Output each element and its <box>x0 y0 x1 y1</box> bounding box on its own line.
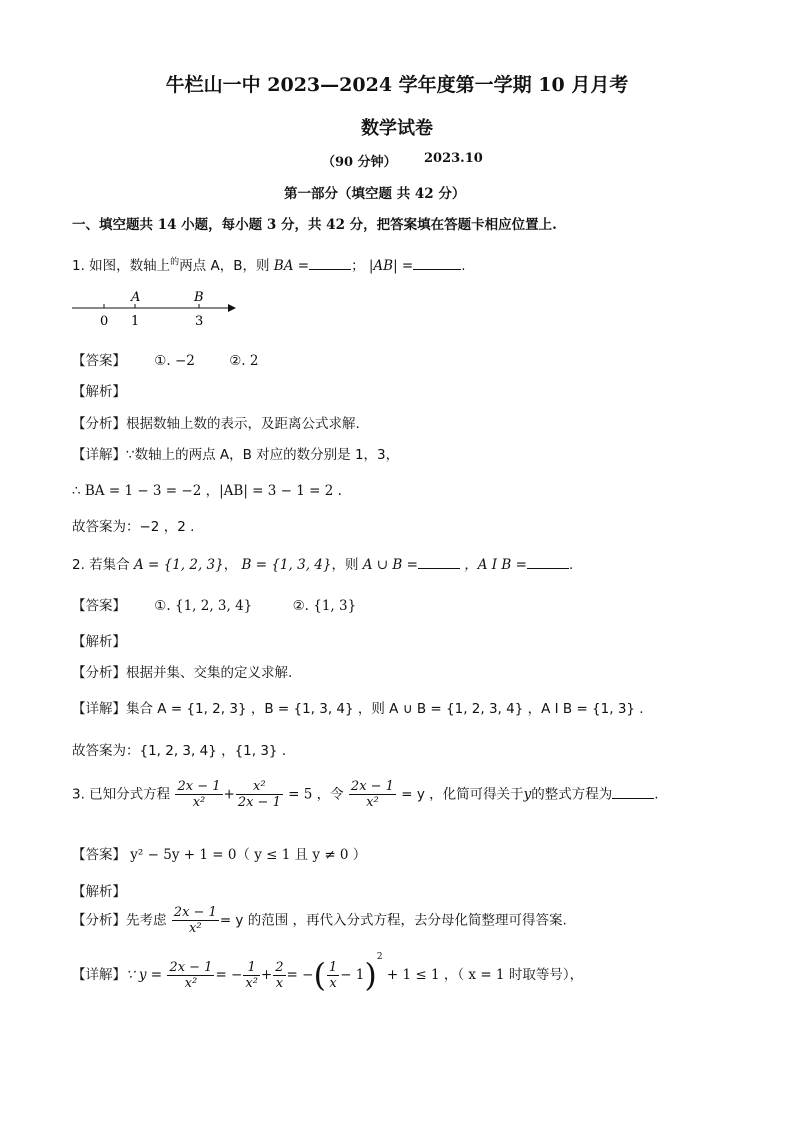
q3-d-minus1: − 1 <box>340 967 365 983</box>
q3-f3-num: 2x − 1 <box>350 779 394 794</box>
q3-plus: + <box>223 786 235 803</box>
q3-fenxi-label: 【分析】 <box>72 912 126 929</box>
q1-answer-2: ②. 2 <box>229 353 259 369</box>
q3-fraction-2 <box>236 779 283 810</box>
q2-analysis-label: 【解析】 <box>72 634 126 650</box>
q2-fenxi-label: 【分析】 <box>72 665 126 681</box>
q3-fraction-1 <box>175 779 222 810</box>
axis-tick-3: 3 <box>195 314 204 329</box>
q3-answer: y² − 5y + 1 = 0（ y ≤ 1 且 y ≠ 0 ） <box>130 847 367 863</box>
q1-blank-1[interactable] <box>309 257 351 270</box>
q3-d-tail: + 1 ≤ 1 ，（ x = 1 时取等号）， <box>386 967 584 983</box>
q3-detail <box>72 952 584 994</box>
q3-analysis-label: 【解析】 <box>72 884 126 900</box>
q1-text: 两点 A，B，则 <box>179 258 270 274</box>
q3-f2-den: 2x − 1 <box>237 795 281 810</box>
q3-right-paren: ) <box>364 956 377 994</box>
q3-eqy: = y ，化简可得关于 <box>401 786 524 803</box>
q3-d-eq2: = − <box>286 967 314 983</box>
q3-y: y <box>523 786 532 803</box>
q1-end: . <box>461 258 466 274</box>
q1-answer-label: 【答案】 <box>72 353 126 369</box>
q2-answer-2: ②. {1, 3} <box>292 598 357 614</box>
exam-date: 2023.10 <box>424 151 483 166</box>
q1-fenxi <box>72 412 360 432</box>
q3-detail-label: 【详解】 <box>72 967 126 983</box>
q2-blank-1[interactable] <box>418 556 460 569</box>
q3-fenxi-num: 2x − 1 <box>173 905 217 920</box>
q2-final: 故答案为：{1, 2, 3, 4} ，{1, 3} . <box>72 743 287 759</box>
exam-time: （90 分钟） <box>322 155 397 170</box>
q3-f1-den: x² <box>192 795 206 810</box>
axis-tick-0: 0 <box>100 314 109 329</box>
q2-detail-text: 集合 A = {1, 2, 3} ，B = {1, 3, 4} ，则 A ∪ B = {1, 2, 3, 4} ，A I B = {1, 3} . <box>126 701 644 717</box>
exam-title: 牛栏山一中 2023—2024 学年度第一学期 10 月月考 <box>165 74 629 96</box>
q1-expr-ba: BA = <box>273 258 310 274</box>
q3-d-f2-den: x² <box>245 975 258 991</box>
q2-set-b: B = {1, 3, 4} <box>241 557 332 573</box>
q2-text: ，则 <box>331 557 359 573</box>
q1-detail-label: 【详解】 <box>72 447 126 463</box>
q3-d-eq: = − <box>215 967 243 983</box>
q3-fenxi-pre: 先考虑 <box>126 912 167 929</box>
q3-detail-fraction-3 <box>273 960 285 991</box>
part-heading: 第一部分（填空题 共 42 分） <box>284 186 466 202</box>
q3-left-paren: ( <box>313 956 326 994</box>
q3-d-f4-den: x <box>329 975 337 991</box>
q3-detail-fraction-1 <box>167 960 214 991</box>
question-2 <box>72 553 573 573</box>
q3-detail-fraction-4 <box>327 960 339 991</box>
q3-d-f1-num: 2x − 1 <box>169 959 213 975</box>
q1-detail-text: ∵数轴上的两点 A，B 对应的数分别是 1，3， <box>126 447 400 463</box>
question-3 <box>72 779 659 810</box>
question-1 <box>72 254 466 274</box>
q3-d-f3-den: x <box>275 975 284 991</box>
q3-detail-pre: ∵ y = <box>126 967 163 983</box>
number-line-figure <box>68 284 248 330</box>
section-heading: 一、填空题共 14 小题，每小题 3 分，共 42 分，把答案填在答题卡相应位置上. <box>72 217 557 233</box>
q3-text2: 的整式方程为 <box>531 786 613 803</box>
q2-prefix: 2. 若集合 <box>72 557 130 573</box>
q1-calc: ∴ BA = 1 − 3 = −2 ，|AB| = 3 − 1 = 2 . <box>72 483 342 499</box>
q2-detail <box>72 697 644 717</box>
q1-answer-1: ①. −2 <box>154 353 195 369</box>
q1-blank-2[interactable] <box>413 257 461 270</box>
axis-label-B: B <box>194 290 204 305</box>
q2-detail-label: 【详解】 <box>72 701 126 717</box>
axis-label-A: A <box>131 290 141 305</box>
q2-intersection: ，A I B = <box>464 557 527 573</box>
q3-fenxi-fraction <box>172 905 219 936</box>
q3-fenxi-post: = y 的范围 ，再代入分式方程，去分母化简整理可得答案. <box>219 912 567 929</box>
q1-sep: ； <box>351 258 365 274</box>
q3-prefix: 3. 已知分式方程 <box>72 786 171 803</box>
q3-eq5: = 5 ，令 <box>288 786 344 803</box>
q1-prefix: 1. 如图，数轴上 <box>72 258 171 274</box>
q1-analysis-label: 【解析】 <box>72 384 126 400</box>
q3-d-f3-num: 2 <box>275 959 284 975</box>
q1-detail <box>72 443 399 463</box>
q2-fenxi <box>72 661 292 681</box>
q3-answer-label: 【答案】 <box>72 847 126 863</box>
q2-union: A ∪ B = <box>362 557 418 573</box>
q3-fenxi <box>72 905 567 936</box>
q2-answer-row <box>72 594 356 614</box>
q3-blank[interactable] <box>612 786 654 799</box>
q1-answer-row <box>72 349 258 369</box>
axis-tick-1: 1 <box>131 314 140 329</box>
q2-fenxi-text: 根据并集、交集的定义求解. <box>126 665 293 681</box>
q3-fenxi-den: x² <box>189 921 202 936</box>
q3-fraction-3 <box>349 779 396 810</box>
q2-answer-label: 【答案】 <box>72 598 126 614</box>
q3-end: . <box>654 786 659 803</box>
q3-detail-fraction-2 <box>243 960 260 991</box>
q1-expr-ab: |AB| = <box>368 258 414 274</box>
q2-end: . <box>568 557 574 573</box>
q1-fenxi-text: 根据数轴上数的表示，及距离公式求解. <box>126 416 360 432</box>
q3-f1-num: 2x − 1 <box>177 779 221 794</box>
q2-comma: ， <box>223 557 238 573</box>
q3-d-f1-den: x² <box>184 975 198 991</box>
q2-blank-2[interactable] <box>527 556 569 569</box>
q3-d-square: 2 <box>376 952 383 962</box>
q3-d-f2-num: 1 <box>243 960 260 976</box>
q3-d-plus: + <box>260 967 273 983</box>
q3-d-f4-num: 1 <box>328 959 338 975</box>
q3-f3-den: x² <box>366 795 379 810</box>
q2-answer-1: ①. {1, 2, 3, 4} <box>154 598 253 614</box>
q1-final: 故答案为：−2 ，2 . <box>72 519 195 535</box>
exam-subtitle: 数学试卷 <box>361 118 433 139</box>
q3-f2-num: x² <box>236 779 283 795</box>
q3-answer-row <box>72 843 366 863</box>
q2-set-a: A = {1, 2, 3} <box>133 557 224 573</box>
q1-small-char: 的 <box>170 257 180 268</box>
q1-fenxi-label: 【分析】 <box>72 416 126 432</box>
